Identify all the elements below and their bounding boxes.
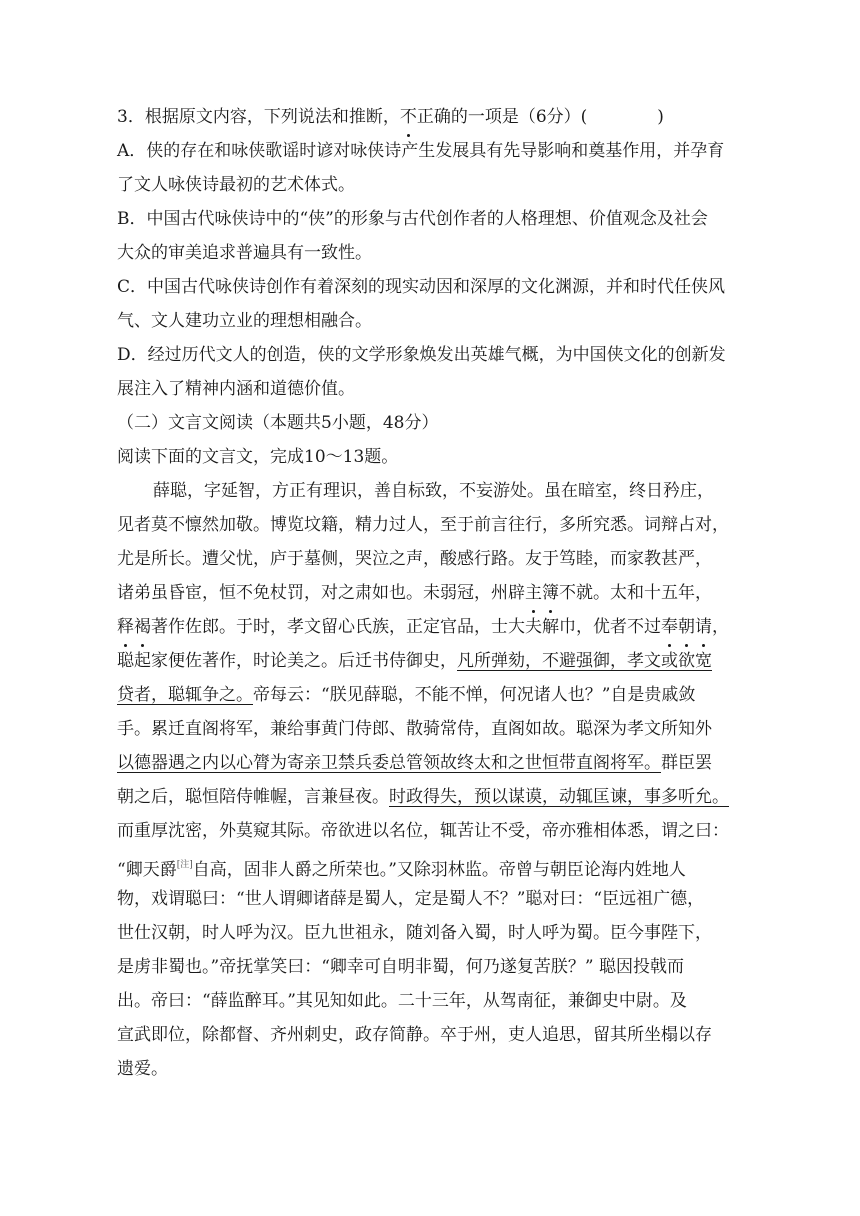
passage-line: 是虏非蜀也。”帝抚掌笑曰：“卿幸可自明非蜀，何乃遂复苦朕？” 聪因投戟而: [117, 957, 684, 977]
emphasis-dot-char: 不: [400, 100, 417, 134]
emphasis-dot-char: 奉: [661, 610, 678, 644]
document-content: [117, 100, 753, 1086]
passage-text: “卿天爵: [117, 860, 177, 880]
emphasis-dot-char: 请: [695, 610, 712, 644]
passage-line: 世仕汉朝，时人呼为汉。臣九世祖永，随刘备入蜀，时人呼为蜀。臣今事陛下，: [117, 923, 712, 943]
passage-line: 尤是所长。遭父忧，庐于墓侧，哭泣之声，酸感行路。友于笃睦，而家教甚严，: [117, 549, 712, 569]
question-text: 3．根据原文内容，下列说法和推断，: [117, 107, 400, 127]
passage-text: 自高，固非人爵之所荣也。”又除羽林监。帝曾与朝臣论海内姓地人: [192, 860, 686, 880]
underlined-sentence: 贷者，聪辄争之。: [117, 685, 253, 705]
passage-line: [117, 746, 753, 780]
passage-line: 物，戏谓聪曰：“世人谓卿诸薛是蜀人，定是蜀人不？”聪对曰：“臣远祖广德，: [117, 889, 705, 909]
underlined-sentence: 凡所弹劾，不避强御，孝文或欲宽: [457, 651, 712, 671]
question-text: 正确的一项是（6分）(: [416, 107, 588, 127]
option-c-line2: 气、文人建功立业的理想相融合。: [117, 311, 372, 331]
option-b-line1: B．中国古代咏侠诗中的“侠”的形象与古代创作者的人格理想、价值观念及社会: [117, 209, 708, 229]
passage-text: 群臣罢: [661, 753, 712, 773]
passage-line: [117, 848, 753, 882]
emphasis-dot-char: 释: [117, 610, 134, 644]
option-a-line1: A．侠的存在和咏侠歌谣时谚对咏侠诗产生发展具有先导影响和奠基作用，并孕育: [117, 141, 725, 161]
passage-text: 帝每云：“朕见薛聪，不能不惮，何况诸人也？”自是贵戚敛: [253, 685, 696, 705]
passage-line: [117, 610, 753, 644]
passage-line: 出。帝曰：“薛监醉耳。”其见知如此。二十三年，从驾南征，兼御史中尉。及: [117, 991, 687, 1011]
underlined-sentence: 以德器遇之内以心膂为寄亲卫禁兵委总管领故终太和之世恒带直阁将军。: [117, 753, 661, 773]
option-a-line2: 了文人咏侠诗最初的艺术体式。: [117, 175, 355, 195]
passage-text: ，: [712, 617, 729, 637]
instruction: 阅读下面的文言文，完成10～13题。: [117, 447, 399, 467]
passage-line: [117, 678, 753, 712]
emphasis-dot-char: 朝: [678, 610, 695, 644]
emphasis-dot-char: 主: [525, 576, 542, 610]
passage-line: 薛聪，字延智，方正有理识，善自标致，不妄游处。虽在暗室，终日矜庄，: [153, 481, 714, 501]
footnote-marker[interactable]: [注]: [176, 860, 193, 870]
option-d-line1: D．经过历代文人的创造，侠的文学形象焕发出英雄气概，为中国侠文化的创新发: [117, 345, 726, 365]
passage-text: 不就。太和十五年，: [559, 583, 712, 603]
passage-line: 见者莫不懔然加敬。博览坟籍，精力过人，至于前言往行，多所究悉。词辩占对，: [117, 515, 729, 535]
passage-text: 著作佐郎。于时，孝文留心氏族，正定官品，士大夫解巾，优者不过: [151, 617, 661, 637]
passage-text: 聪起家便佐著作，时论美之。后迁书侍御史，: [117, 651, 457, 671]
section-heading: （二）文言文阅读（本题共5小题，48分）: [117, 413, 439, 433]
passage-line: 手。累迁直阁将军，兼给事黄门侍郎、散骑常侍，直阁如故。聪深为孝文所知外: [117, 719, 712, 739]
question-text: ): [657, 107, 664, 127]
emphasis-dot-char: 簿: [542, 576, 559, 610]
passage-line: 宣武即位，除都督、齐州刺史，政存简静。卒于州，吏人追思，留其所坐榻以存: [117, 1025, 712, 1045]
passage-line: [117, 576, 753, 610]
option-b-line2: 大众的审美追求普遍具有一致性。: [117, 243, 372, 263]
underlined-sentence: 时政得失，预以谋谟，动辄匡谏，事多听允。: [389, 787, 729, 807]
option-d-line2: 展注入了精神内涵和道德价值。: [117, 379, 355, 399]
passage-line: [117, 780, 753, 814]
passage-line: [117, 644, 753, 678]
passage-text: 朝之后，聪恒陪侍帷幄，言兼昼夜。: [117, 787, 389, 807]
option-c-line1: C．中国古代咏侠诗创作有着深刻的现实动因和深厚的文化渊源，并和时代任侠风: [117, 277, 726, 297]
passage-line: 而重厚沈密，外莫窥其际。帝欲进以名位，辄苦让不受，帝亦雅相体悉，谓之曰：: [117, 821, 729, 841]
question-3: [117, 100, 753, 134]
emphasis-dot-char: 褐: [134, 610, 151, 644]
passage-text: 诸弟虽昏宦，恒不免杖罚，对之肃如也。未弱冠，州辟: [117, 583, 525, 603]
passage-line: 遗爱。: [117, 1059, 168, 1079]
